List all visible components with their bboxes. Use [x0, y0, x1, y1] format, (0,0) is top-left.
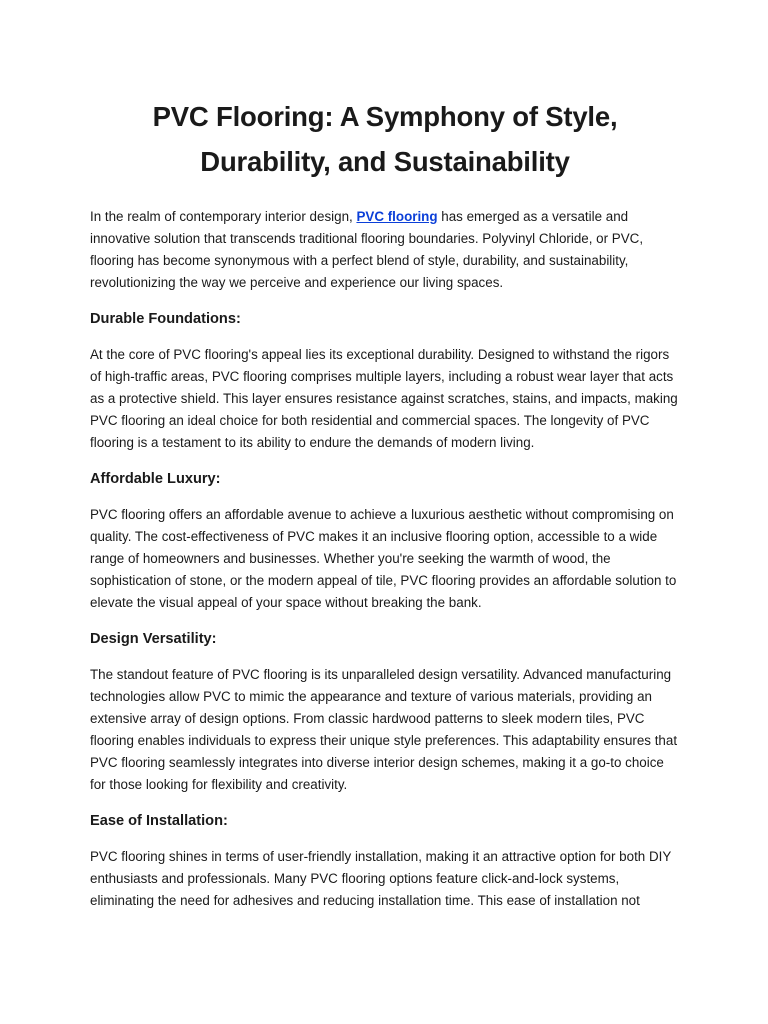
document-title: PVC Flooring: A Symphony of Style, Durability, and Sustainability: [152, 101, 618, 177]
intro-paragraph: [90, 206, 680, 294]
section-body-design-versatility: The standout feature of PVC flooring is its unparalleled design versatility. Advanced manufacturing technologies allow PVC to mimic the appearance and texture of various materials, providing an extensive array of design options. From classic hardwood patterns to sleek modern tiles, PVC flooring enables individuals to express their unique style preferences. This adaptability ensures that PVC flooring seamlessly integrates into diverse interior design schemes, making it a go-to choice for those looking for flexibility and creativity.: [90, 667, 678, 792]
section-body-ease-of-installation: PVC flooring shines in terms of user-friendly installation, making it an attractive option for both DIY enthusiasts and professionals. Many PVC flooring options feature click-and-lock systems, eliminating the need for adhesives and reducing installation time. This ease of installation not: [90, 849, 672, 908]
document-page: [90, 94, 680, 912]
intro-text-after-link: has emerged as a versatile and innovative solution that transcends traditional flooring boundaries. Polyvinyl Chloride, or PVC, flooring has become synonymous with a perfect blend of style, durability, and sustainability, revolutionizing the way we perceive and experience our living spaces.: [90, 209, 644, 290]
section-body-affordable-luxury: PVC flooring offers an affordable avenue to achieve a luxurious aesthetic without compromising on quality. The cost-effectiveness of PVC makes it an inclusive flooring option, accessible to a wide range of homeowners and businesses. Whether you're seeking the warmth of wood, the sophistication of stone, or the modern appeal of tile, PVC flooring provides an affordable solution to elevate the visual appeal of your space without breaking the bank.: [90, 507, 677, 610]
section-heading-ease-of-installation: Ease of Installation:: [90, 813, 228, 829]
section-heading-design-versatility: Design Versatility:: [90, 631, 217, 647]
section-heading-durable-foundations: Durable Foundations:: [90, 311, 241, 327]
section-body-durable-foundations: At the core of PVC flooring's appeal lies its exceptional durability. Designed to withstand the rigors of high-traffic areas, PVC flooring comprises multiple layers, including a robust wear layer that acts as a protective shield. This layer ensures resistance against scratches, stains, and impacts, making PVC flooring an ideal choice for both residential and commercial spaces. The longevity of PVC flooring is a testament to its ability to endure the demands of modern living.: [90, 347, 678, 450]
intro-text-before-link: In the realm of contemporary interior design,: [90, 209, 357, 224]
pvc-flooring-link[interactable]: PVC flooring: [356, 209, 438, 224]
section-heading-affordable-luxury: Affordable Luxury:: [90, 471, 221, 487]
